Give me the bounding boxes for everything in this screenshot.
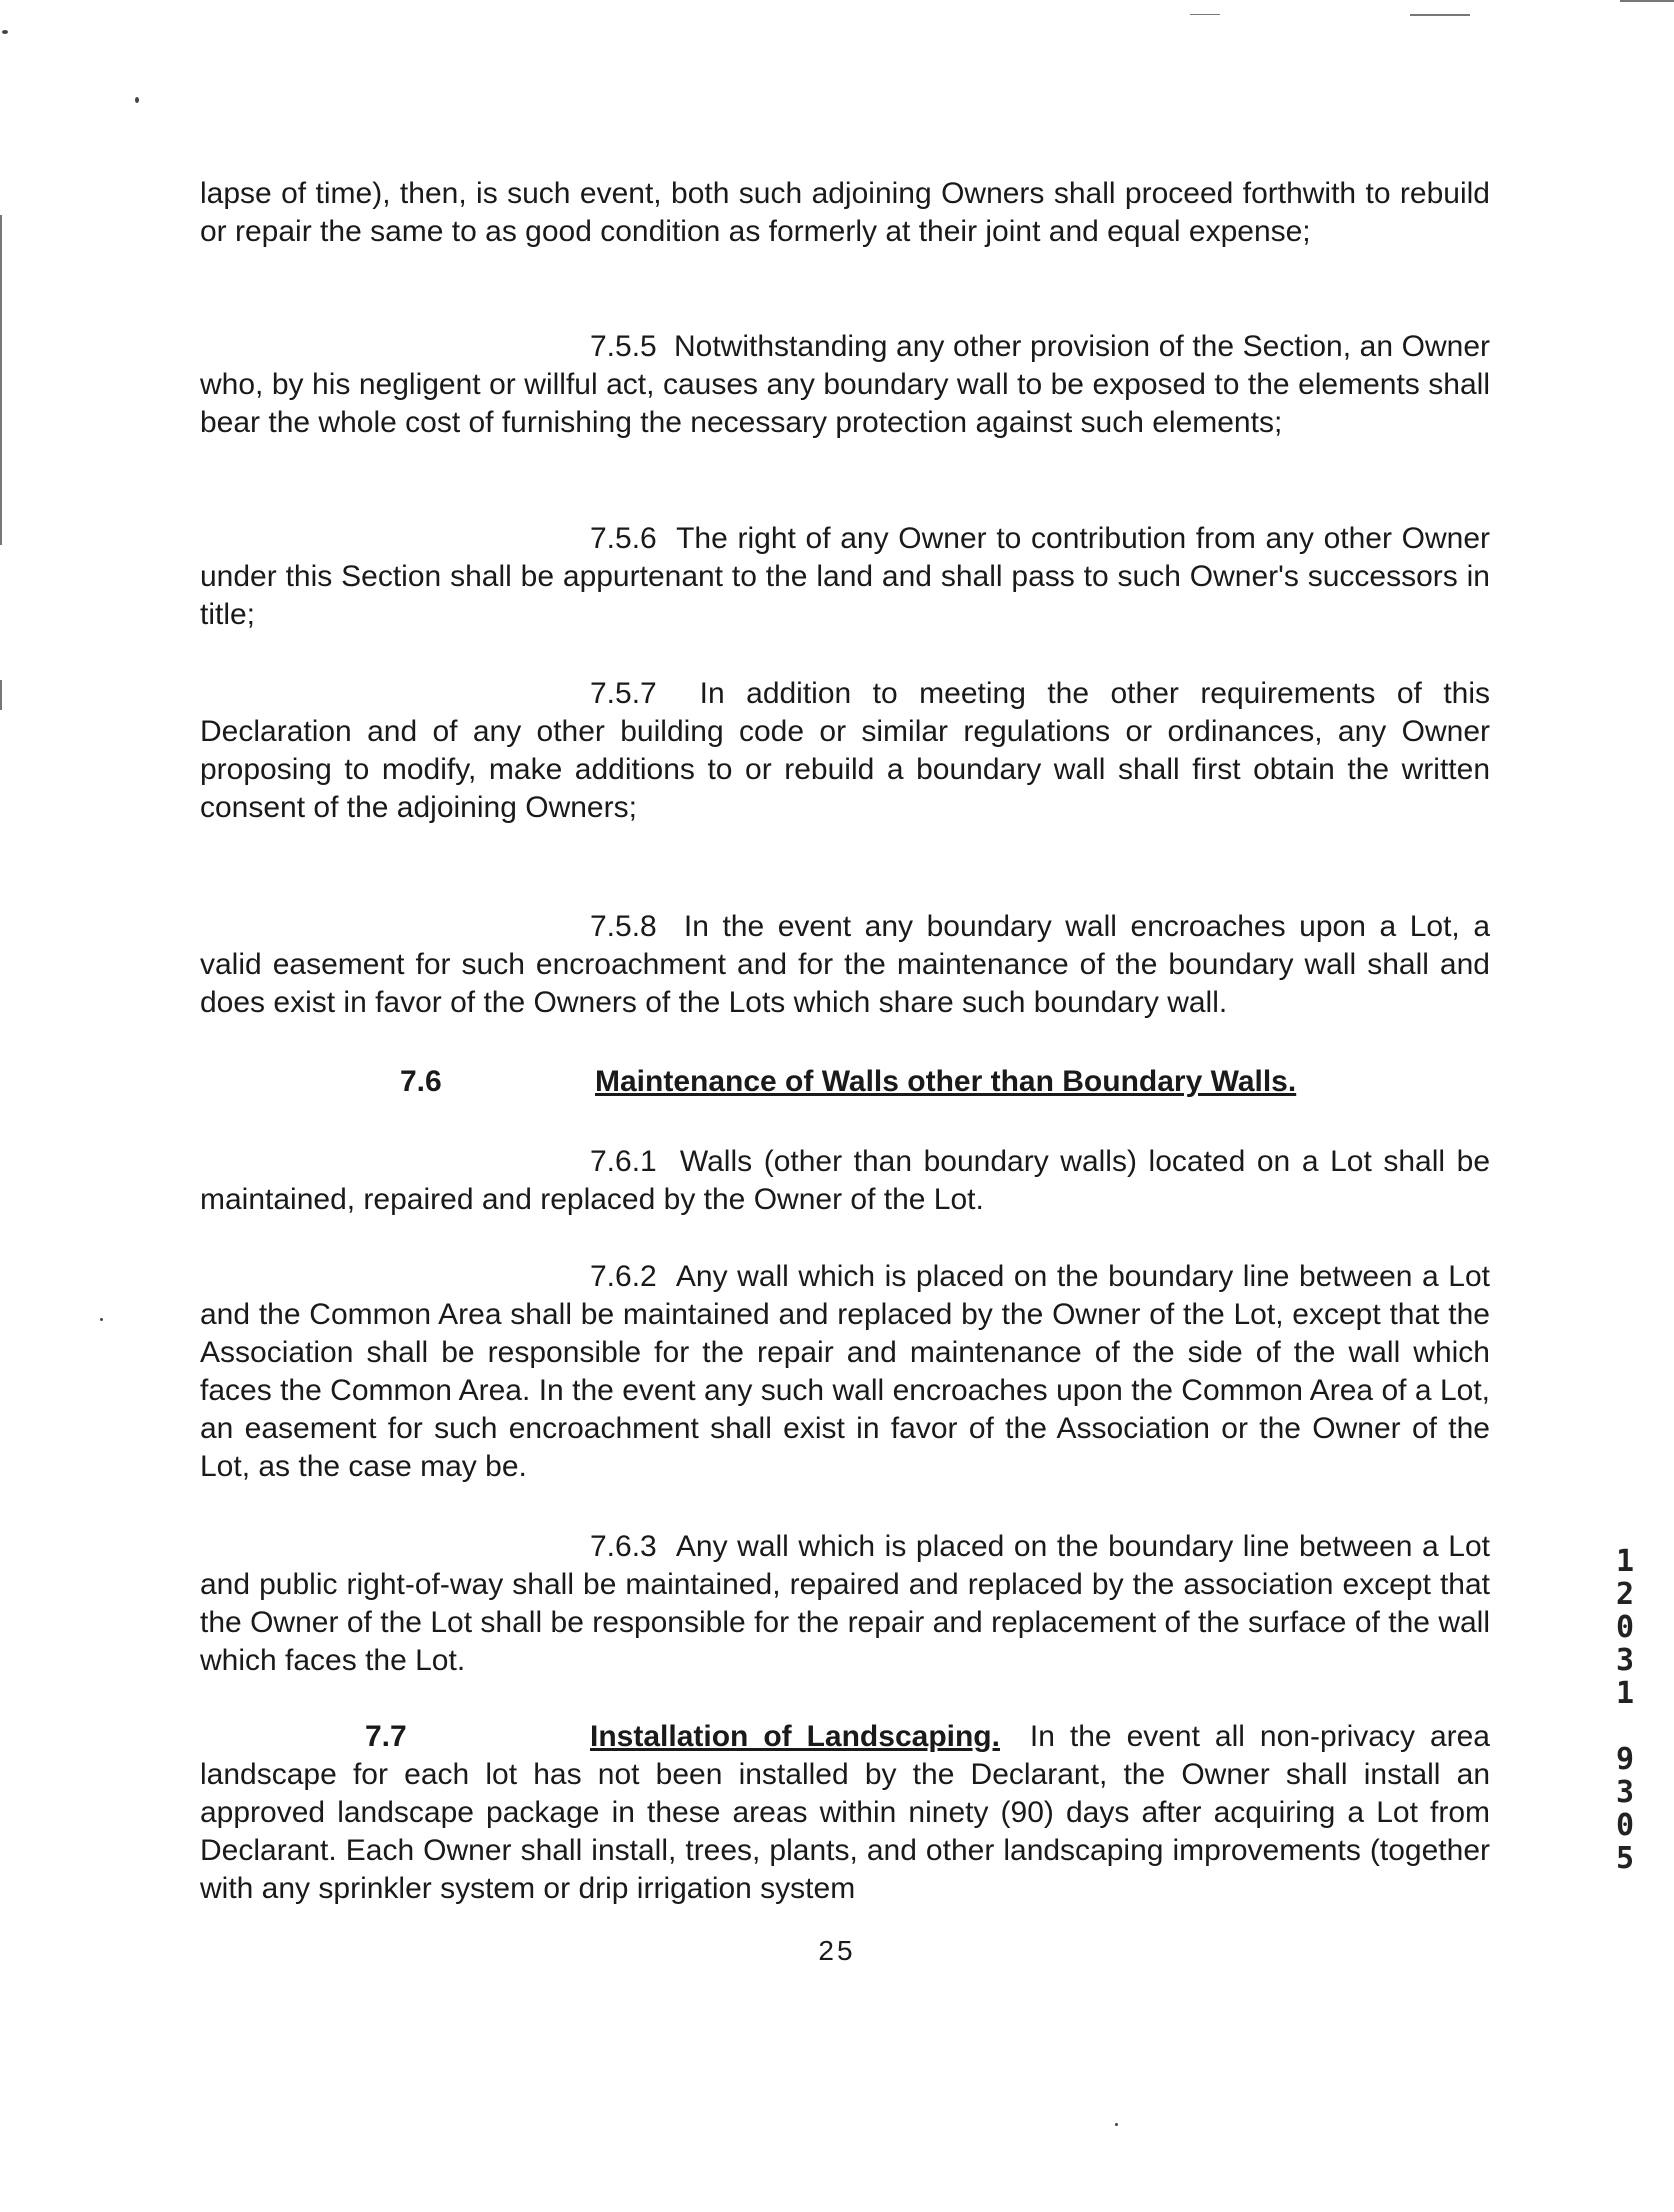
section-title: Installation of Landscaping. (590, 1720, 1000, 1753)
recording-number-stamp (1610, 1545, 1640, 1875)
subsection-7-6-2 (200, 1258, 1490, 1486)
scan-speck (135, 97, 139, 103)
subsection-text: In the event any boundary wall encroaches upon a Lot, a valid easement for such encroachment and for the maintenance of the boundary wall shall and does exist in favor of the Owners of the Lots which share such boundary wall. (200, 910, 1491, 1019)
subsection-7-5-7 (200, 675, 1490, 827)
subsection-number: 7.5.8 (590, 910, 657, 943)
subsection-text: Walls (other than boundary walls) located on a Lot shall be maintained, repaired and replaced by the Owner of the Lot. (200, 1145, 1491, 1216)
stamp-digit: 1 (1615, 1676, 1635, 1711)
stamp-digit: 3 (1615, 1775, 1635, 1810)
paragraph-text: lapse of time), then, is such event, both such adjoining Owners shall proceed forthwith to rebuild or repair the same to as good condition as formerly at their joint and equal expense; (200, 177, 1490, 248)
scan-speck (100, 1318, 103, 1321)
subsection-number: 7.5.5 (590, 330, 657, 363)
page-number: 25 (818, 1935, 856, 1966)
stamp-digit: 0 (1615, 1610, 1635, 1645)
section-text: In the event all non-privacy area landscape for each lot has not been installed by the Declarant, the Owner shall install an approved landscape package in these areas within ninety (90) days after acquiring a Lot from Declarant. Each Owner shall install, trees, plants, and other landscaping improvements (together with any sprinkler system or drip irrigation system (200, 1720, 1490, 1905)
section-heading-7-7 (200, 1720, 1000, 1753)
stamp-digit: 5 (1615, 1841, 1635, 1876)
subsection-7-6-3 (200, 1528, 1490, 1680)
subsection-text: Any wall which is placed on the boundary line between a Lot and the Common Area shall be maintained and replaced by the Owner of the Lot, except that the Association shall be responsible for the repair and maintenance of the side of the wall which faces the Common Area. In the event any such wall encroaches upon the Common Area of a Lot, an easement for such encroachment shall exist in favor of the Association or the Owner of the Lot, as the case may be. (200, 1260, 1491, 1483)
section-number: 7.6 (400, 1065, 442, 1098)
subsection-7-5-5 (200, 328, 1490, 442)
stamp-digit: 9 (1615, 1742, 1635, 1777)
stamp-digit: 2 (1615, 1577, 1635, 1612)
subsection-text: In addition to meeting the other requirements of this Declaration and of any other building code or similar regulations or ordinances, any Owner proposing to modify, make additions to or rebuild a boundary wall shall first obtain the written consent of the adjoining Owners; (200, 677, 1491, 824)
stamp-digit: 3 (1615, 1643, 1635, 1678)
section-title: Maintenance of Walls other than Boundary Walls. (595, 1065, 1297, 1098)
scan-speck (1115, 2123, 1118, 2126)
scan-top-mark (1190, 14, 1220, 15)
subsection-7-5-8 (200, 908, 1490, 1022)
stamp-digit: 1 (1615, 1544, 1635, 1579)
section-number: 7.7 (365, 1720, 407, 1753)
scan-top-mark (1410, 14, 1470, 16)
subsection-number: 7.6.1 (590, 1145, 657, 1178)
section-7-7 (200, 1718, 1490, 1908)
stamp-gap (1610, 1710, 1640, 1743)
subsection-number: 7.5.7 (590, 677, 657, 710)
subsection-text: Any wall which is placed on the boundary line between a Lot and public right-of-way shall be maintained, repaired and replaced by the association except that the Owner of the Lot shall be responsible for the repair and replacement of the surface of the wall which faces the Lot. (200, 1530, 1491, 1677)
subsection-text: The right of any Owner to contribution from any other Owner under this Section shall be appurtenant to the land and shall pass to such Owner's successors in title; (200, 522, 1490, 631)
subsection-7-5-6 (200, 520, 1490, 634)
subsection-number: 7.5.6 (590, 522, 657, 555)
stamp-digit: 0 (1615, 1808, 1635, 1843)
subsection-text: Notwithstanding any other provision of the Section, an Owner who, by his negligent or willful act, causes any boundary wall to be exposed to the elements shall bear the whole cost of furnishing the necessary protection against such elements; (200, 330, 1491, 439)
scan-edge-line (0, 215, 2, 545)
scan-speck (2, 30, 8, 34)
section-heading-7-6 (400, 1063, 1400, 1103)
scan-edge-mark (0, 680, 2, 710)
scan-top-mark (1620, 0, 1674, 2)
subsection-7-6-1 (200, 1143, 1490, 1219)
paragraph-lapse-of-time (200, 175, 1490, 251)
subsection-number: 7.6.2 (590, 1260, 657, 1293)
subsection-number: 7.6.3 (590, 1530, 657, 1563)
